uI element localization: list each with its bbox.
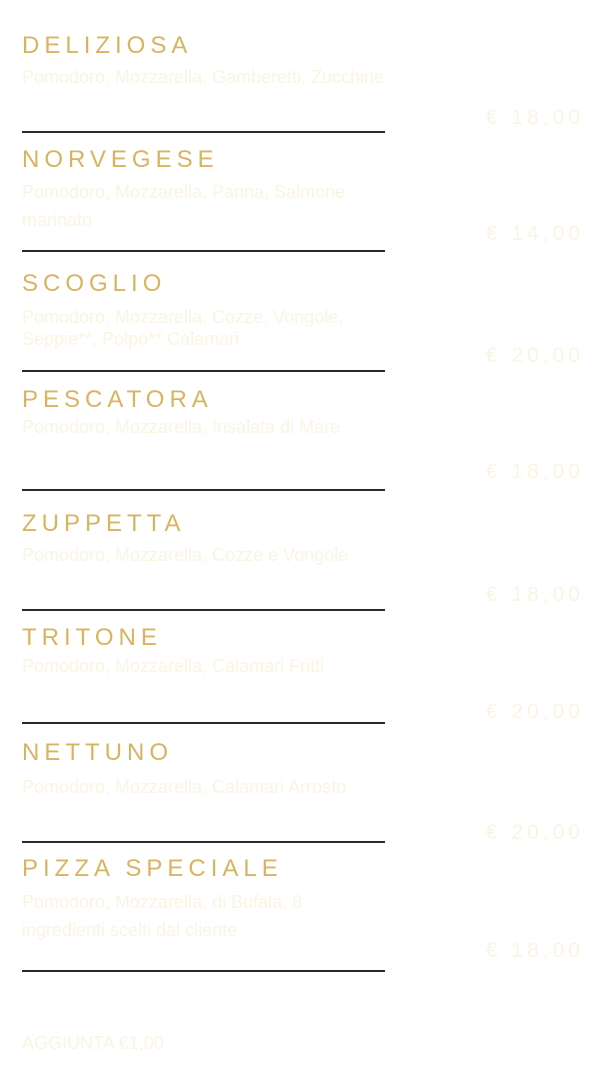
item-description: Pomodoro, Mozzarella, Gamberetti, Zucchine (22, 67, 385, 87)
item-price: € 18,00 (485, 939, 584, 962)
item-price: € 18,00 (485, 106, 584, 129)
item-price: € 18,00 (485, 583, 584, 606)
item-name: PESCATORA (22, 386, 213, 413)
item-price: € 20,00 (485, 821, 584, 844)
divider (22, 489, 385, 491)
item-price: € 18,00 (485, 460, 584, 483)
item-name: NORVEGESE (22, 146, 219, 173)
item-description: Pomodoro, Mozzarella, Cozze e Vongole (22, 545, 349, 565)
addition-note: AGGIUNTA €1,00 (22, 1033, 164, 1053)
item-description: Pomodoro, Mozzarella, Cozze, Vongole, Seppie**, Polpo** Calamari (22, 307, 344, 349)
divider (22, 970, 385, 972)
item-name: ZUPPETTA (22, 510, 186, 537)
divider (22, 250, 385, 252)
divider (22, 722, 385, 724)
divider (22, 370, 385, 372)
item-name: SCOGLIO (22, 270, 167, 297)
divider (22, 131, 385, 133)
item-description: Pomodoro, Mozzarella, Insalata di Mare (22, 417, 341, 437)
item-description: Pomodoro, Mozzarella, di Bufala, 8 ingredienti scelti dal cliente (22, 892, 303, 940)
item-price: € 20,00 (485, 700, 584, 723)
item-description: Pomodoro, Mozzarella, Calamari Arrosto (22, 777, 347, 797)
item-price: € 14,00 (485, 222, 584, 245)
divider (22, 841, 385, 843)
item-name: DELIZIOSA (22, 32, 193, 59)
item-name: TRITONE (22, 624, 162, 651)
divider (22, 609, 385, 611)
item-price: € 20,00 (485, 344, 584, 367)
item-name: NETTUNO (22, 739, 173, 766)
item-description: Pomodoro, Mozzarella, Calamari Fritti (22, 656, 325, 676)
item-name: PIZZA SPECIALE (22, 855, 283, 882)
item-description: Pomodoro, Mozzarella, Panna, Salmone marinato (22, 182, 346, 230)
